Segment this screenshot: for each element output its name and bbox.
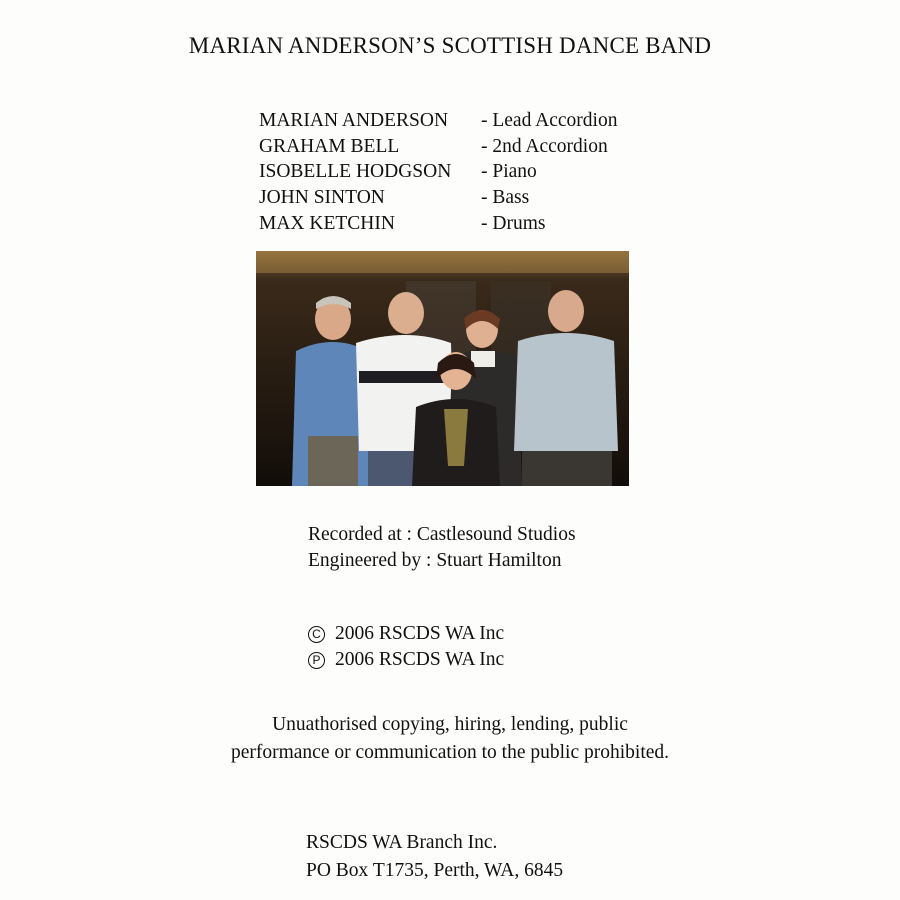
band-title: MARIAN ANDERSON’S SCOTTISH DANCE BAND <box>188 33 712 58</box>
rights-notices <box>308 621 504 673</box>
member-name: MAX KETCHIN <box>259 213 395 235</box>
member-role: - Bass <box>481 187 530 209</box>
phonogram-text: 2006 RSCDS WA Inc <box>335 649 505 670</box>
member-name: MARIAN ANDERSON <box>259 109 449 131</box>
member-role: - Piano <box>481 161 537 183</box>
member-name: ISOBELLE HODGSON <box>259 161 452 183</box>
band-lineup <box>259 108 617 237</box>
member-row <box>259 185 617 211</box>
usage-notice <box>0 711 900 767</box>
member-row <box>259 108 617 134</box>
branch-address <box>306 829 563 885</box>
member-role: - Drums <box>481 213 546 235</box>
member-row <box>259 160 617 186</box>
recorded-at: Recorded at : Castlesound Studios <box>308 524 576 545</box>
engineered-by: Engineered by : Stuart Hamilton <box>308 550 562 571</box>
member-row <box>259 211 617 237</box>
band-photo <box>256 251 629 486</box>
address-line: RSCDS WA Branch Inc. <box>306 832 498 853</box>
address-line: PO Box T1735, Perth, WA, 6845 <box>306 860 564 881</box>
member-row <box>259 134 617 160</box>
recording-credits <box>308 522 576 574</box>
copyright-line <box>308 621 504 647</box>
member-name: GRAHAM BELL <box>259 135 400 157</box>
usage-notice-line: performance or communication to the public prohibited. <box>230 742 670 763</box>
phonogram-line <box>308 647 504 673</box>
copyright-text: 2006 RSCDS WA Inc <box>335 623 505 644</box>
band-photo-illustration <box>256 251 629 486</box>
usage-notice-line: Unuathorised copying, hiring, lending, public <box>272 714 628 735</box>
member-name: JOHN SINTON <box>259 187 385 209</box>
member-role: - 2nd Accordion <box>481 135 608 157</box>
phonogram-icon: P <box>308 652 325 669</box>
member-role: - Lead Accordion <box>481 109 618 131</box>
copyright-icon: C <box>308 626 325 643</box>
